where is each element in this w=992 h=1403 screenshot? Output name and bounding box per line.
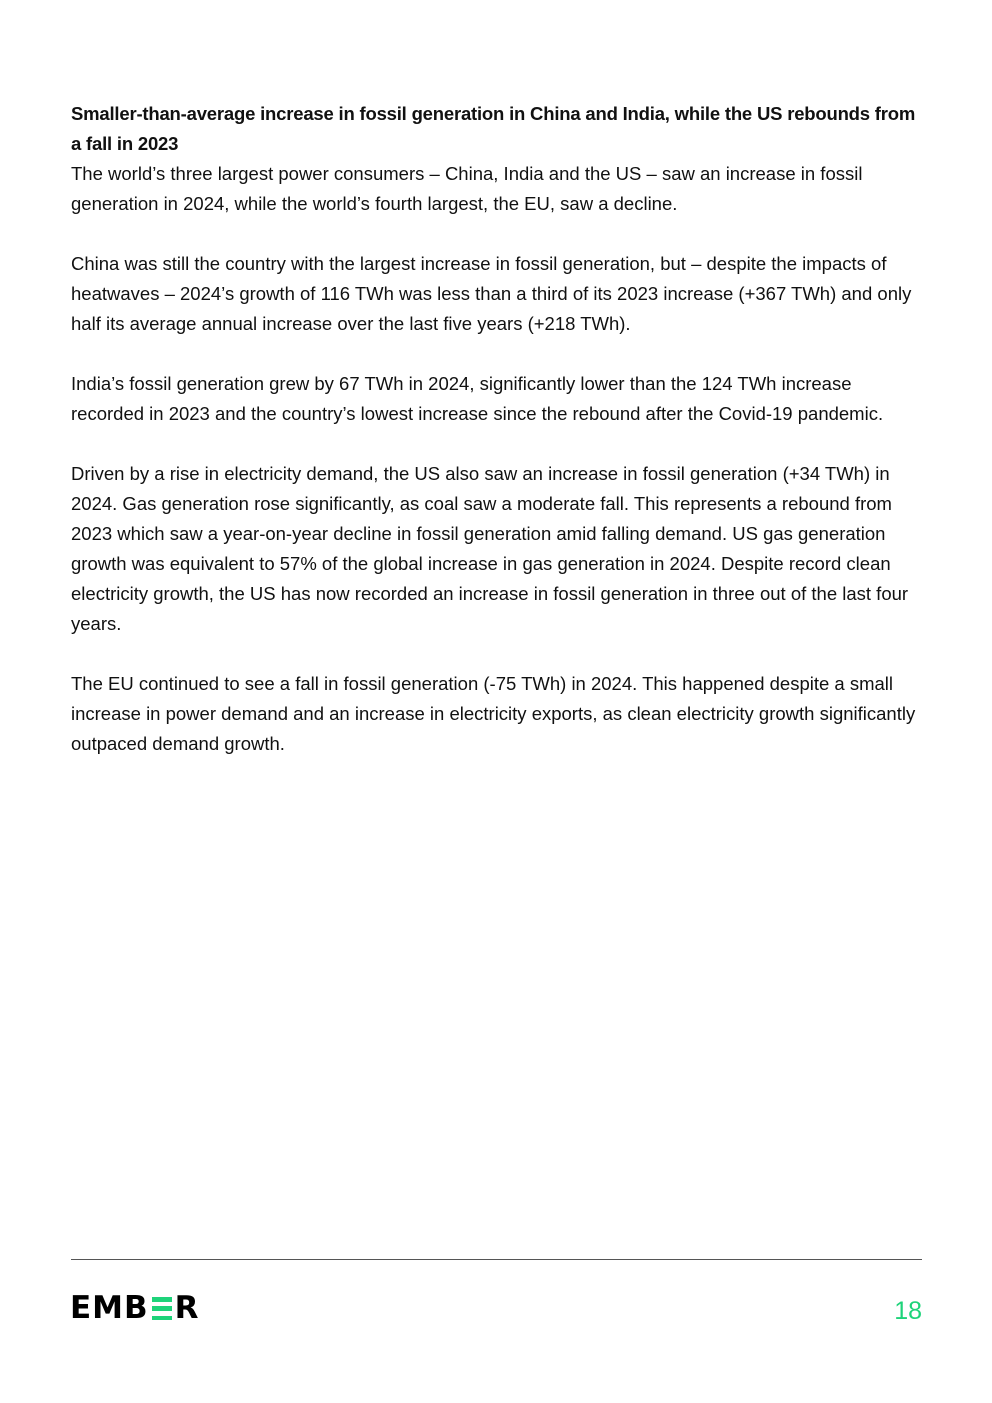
page-number: 18 [894, 1297, 922, 1325]
main-content [71, 99, 923, 789]
paragraph-overview: The world’s three largest power consumers – China, India and the US – saw an increase in fossil generation in 2024, while the world’s fourth largest, the EU, saw a decline. [71, 163, 863, 214]
paragraph-us: Driven by a rise in electricity demand, the US also saw an increase in fossil generation (+34 TWh) in 2024. Gas generation rose significantly, as coal saw a moderate fall. This represents a rebound from 2023 which saw a year-on-year decline in fossil generation amid falling demand. US gas generation growth was equivalent to 57% of the global increase in gas generation in 2024. Despite record clean electricity growth, the US has now recorded an increase in fossil generation in three out of the last four years. [71, 463, 909, 634]
footer-divider [71, 1259, 922, 1260]
logo-text-end: R [174, 1290, 200, 1326]
paragraph-india: India’s fossil generation grew by 67 TWh in 2024, significantly lower than the 124 TWh increase recorded in 2023 and the country’s lowest increase since the rebound after the Covid-19 pandemic. [71, 373, 884, 424]
logo-e-bars-icon [152, 1297, 172, 1320]
paragraph-eu: The EU continued to see a fall in fossil generation (-75 TWh) in 2024. This happened despite a small increase in power demand and an increase in electricity exports, as clean electricity growth significantly outpaced demand growth. [71, 673, 916, 754]
logo-text-start: EMB [70, 1290, 149, 1326]
paragraph-china: China was still the country with the largest increase in fossil generation, but – despite the impacts of heatwaves – 2024’s growth of 116 TWh was less than a third of its 2023 increase (+367 TWh) and only half its average annual increase over the last five years (+218 TWh). [71, 253, 912, 334]
section-heading: Smaller-than-average increase in fossil generation in China and India, while the US rebounds from a fall in 2023 [71, 103, 916, 154]
ember-logo [70, 1292, 200, 1324]
